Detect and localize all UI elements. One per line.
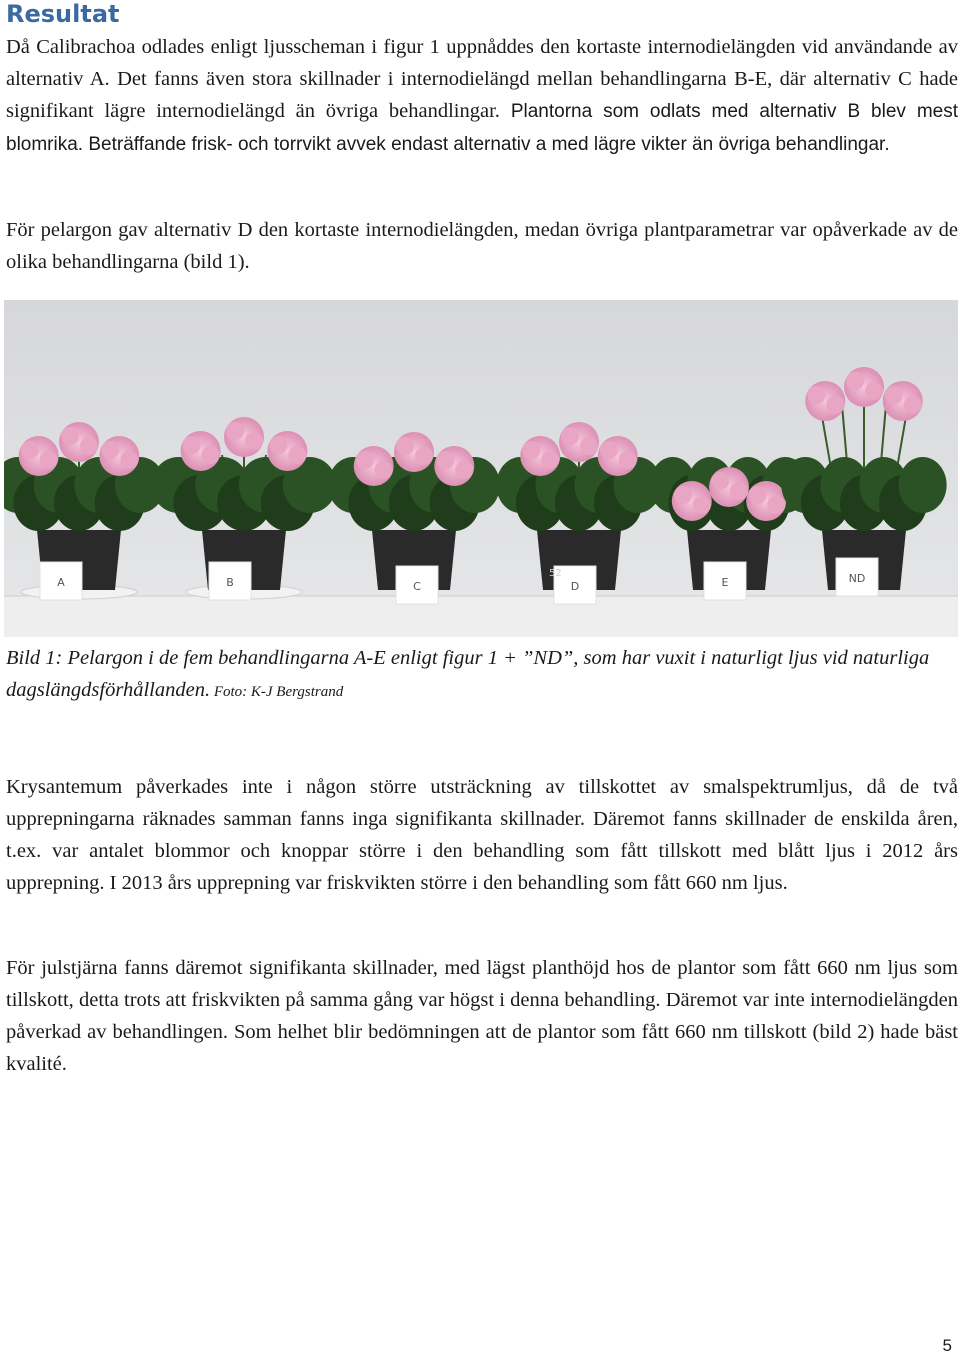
label-card-b <box>209 562 251 600</box>
svg-text:C: C <box>413 580 421 593</box>
paragraph-calibrachoa <box>6 31 958 161</box>
label-card-e <box>704 562 746 600</box>
caption-text: Bild 1: Pelargon i de fem behandlingarna A-E enligt figur 1 + ”ND”, som har vuxit i naturligt ljus vid naturliga dagslängdsförhållanden. <box>6 647 930 701</box>
section-heading: Resultat <box>6 0 120 28</box>
svg-text:A: A <box>57 576 65 589</box>
pot-marking: 52 <box>549 568 562 579</box>
pelargonium-photo <box>4 300 958 637</box>
photo-credit: Foto: K-J Bergstrand <box>210 684 344 700</box>
label-card-a <box>40 562 82 600</box>
paragraph-julstjarna: För julstjärna fanns däremot signifikanta skillnader, med lägst planthöjd hos de plantor som fått 660 nm ljus som tillskott, detta trots att friskvikten på samma gång var högst i denna behandling. Däremot var inte internodielängden påverkad av behandlingen. Som helhet blir bedömningen att de plantor som fått 660 nm tillskott (bild 2) hade bäst kvalité. <box>6 957 958 1075</box>
figure-caption <box>6 642 958 708</box>
svg-text:B: B <box>226 576 234 589</box>
label-card-nd <box>836 558 878 596</box>
paragraph-krysantemum: Krysantemum påverkades inte i någon större utsträckning av tillskottet av smalspektrumljus, då de två upprepningarna räknades samman fanns inga signifikanta skillnader. Däremot fanns skillnader de enskilda åren, t.ex. var antalet blommor och knoppar större i den behandling som fått tillskott med blått ljus i 2012 års upprepning. I 2013 års upprepning var friskvikten större i den behandling som fått 660 nm ljus. <box>6 776 958 894</box>
paragraph-calibrachoa-sans: Plantorna som odlats med alternativ B blev mest blomrika. Beträffande frisk- och torrvikt avvek endast alternativ a med lägre vikter än övriga behandlingar. <box>6 101 958 155</box>
page-number: 5 <box>942 1336 952 1355</box>
paragraph-calibrachoa-serif: Då Calibrachoa odlades enligt ljusscheman i figur 1 uppnåddes den kortaste internodielängden vid användande av alternativ A. Det fanns även stora skillnader i internodielängd mellan behandlingarna B-E, där alternativ C hade signifikant lägre internodielängd än övriga behandlingar. <box>6 36 958 122</box>
svg-text:E: E <box>721 576 729 589</box>
paragraph-pelargon: För pelargon gav alternativ D den kortaste internodielängden, medan övriga plantparametrar var opåverkade av de olika behandlingarna (bild 1). <box>6 219 958 273</box>
svg-text:D: D <box>570 580 580 593</box>
svg-text:ND: ND <box>848 572 866 585</box>
label-card-c <box>396 566 438 604</box>
